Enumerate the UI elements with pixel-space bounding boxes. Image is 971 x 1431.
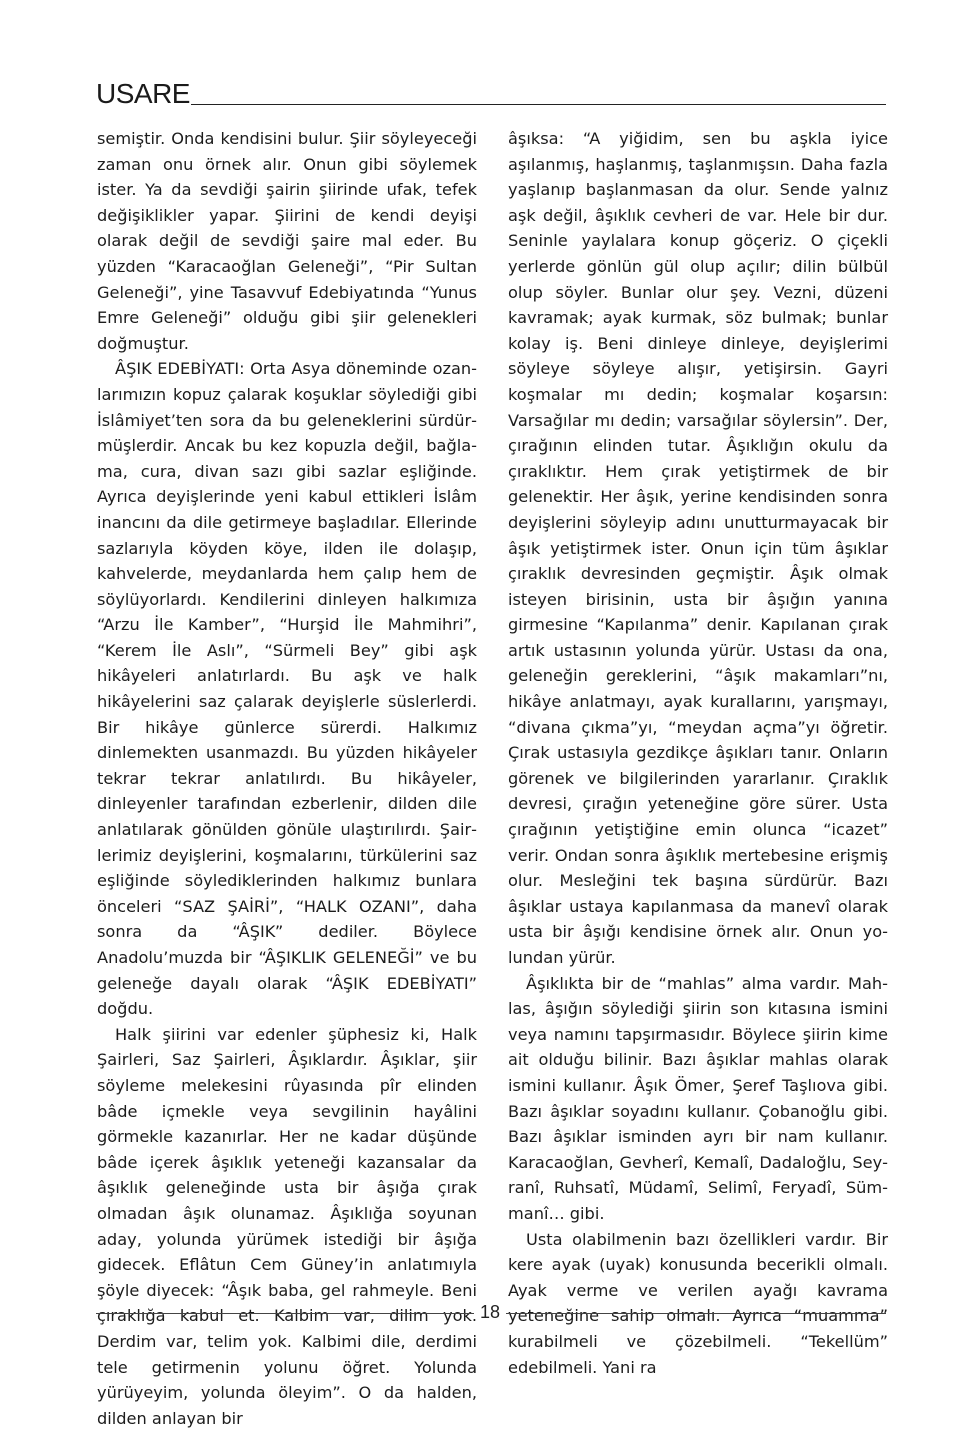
right-column: [508, 126, 888, 1380]
paragraph: ÂŞIK EDEBİYATI: Orta Asya döneminde ozanlarımızın kopuz çalarak koşuklar söylediği gibi İslâmiyet’ten sora da bu geleneklerini sürdürmüşlerdir. Ancak bu kez kopuzla değil, bağlama, cura, divan sazı gibi sazlar eşliğinde. Ayrıca deyişlerinde yeni kabul ettikleri İslâm inancını da dile getirmeye başladılar. Ellerinde sazlarıyla köyden köye, ilden ile dolaşıp, kahvelerde, meydanlarda hem çalıp hem de söylüyorlardı. Kendilerini dinleyen halkımıza “Arzu İle Kamber”, “Hurşid İle Mahmihri”, “Kerem İle Aslı”, “Sürmeli Bey” gibi aşk hikâyeleri anlatırlardı. Bu aşk ve halk hikâyelerini saz çalarak deyişlerle süslerlerdi. Bir hikâye günlerce sürerdi. Halkımız dinlemekten usanmazdı. Bu yüzden hikâyeler tekrar tekrar anlatılırdı. Bu hikâyeler, dinleyenler tarafından ezberlenir, dilden dile anlatılarak gönülden gönüle ulaştırılırdı. Şairlerimiz deyişlerini, koşmalarını, türkülerini saz eşliğinde söylediklerinden halkımız bunlara önceleri “SAZ ŞAİRİ”, “HALK OZANI”, daha sonra da “ÂŞIK” dediler. Böylece Anadolu’muzda bir “ÂŞIKLIK GELENEĞİ” ve bu geleneğe dayalı olarak “ÂŞIK EDEBİYATI” doğdu.: [97, 359, 477, 1019]
paragraph: Usta olabilmenin bazı özellikleri vardır. Bir kere ayak (uyak) konusunda becerikli olmalı. Ayak verme ve verilen ayağı kavrama yeteneğine sahip olmalı. Ayrıca “muamma” kurabilmeli ve çözebilmeli. “Tekellüm” edebilmeli. Yani ra: [508, 1229, 888, 1377]
page-header: [96, 78, 886, 110]
page-footer: [96, 1302, 886, 1326]
footer-rule-left: [96, 1313, 474, 1314]
left-column: [97, 126, 477, 1431]
footer-rule-right: [506, 1313, 886, 1314]
magazine-title: USARE: [96, 78, 190, 109]
header-rule: [191, 104, 886, 105]
paragraph: Âşıklıkta bir de “mahlas” alma vardır. Mahlas, âşığın söylediği şiirin son kıtasına ismini veya namını tapşırmasıdır. Böylece şiirin kime ait olduğu bilinir. Bazı âşıklar mahlas olarak ismini kullanır. Âşık Ömer, Şeref Taşlıova gibi. Bazı âşıklar soyadını kullanır. Çobanoğlu gibi. Bazı âşıklar isminden ayrı bir nam kullanır. Karacaoğlan, Gevherî, Kemalî, Dadaloğlu, Seyranî, Ruhsatî, Müdamî, Selimî, Feryadî, Sümmanî… gibi.: [508, 973, 888, 1223]
paragraph: âşıksa: “A yiğidim, sen bu aşkla iyice aşılanmış, haşlanmış, taşlanmışsın. Daha fazla yaşlanıp başlanmasan da olur. Sende yalnız aşk değil, âşıklık cevheri de var. Hele bir dur. Seninle yaylalara konup göçeriz. O çiçekli yerlerde gönlün gül olup açılır; dilin bülbül olup söyler. Bunlar olur şey. Vezni, düzeni kavramak; ayak kurmak, söz bulmak; bunlar kolay iş. Beni dinleye dinleye, deyişlerimi söyleye söyleye alışır, yetişirsin. Gayri koşmalar mı dedin; koşmalar koşarsın: Varsağılar mı dedin; varsağılar söylersin”. Der, çırağının elinden tutar. Âşıklığın okulu da çıraklıktır. Hem çırak yetiştirmek de bir gelenektir. Her âşık, yerine kendisinden sonra deyişlerini söyleyip adını unutturmayacak bir âşık yetiştirmek ister. Onun için tüm âşıklar çıraklık devresinden geçmiştir. Âşık olmak isteyen birisinin, usta bir âşığın yanına girmesine “Kapılanma” denir. Kapılanan çırak artık ustasının yolunda yürür. Ustası da ona, geleneğin gereklerini, “âşık makamları”nı, hikâye anlatmayı, ayak kurallarını, yarışmayı, “divana çıkma”yı, “meydan açma”yı öğretir. Çırak ustasıyla gezdikçe âşıkları tanır. Onların görenek ve bilgilerinden yararlanır. Çıraklık devresi, çırağın yeteneğine göre sürer. Usta çırağının yetiştiğine emin olunca “icazet” verir. Ondan sonra âşıklık mertebesine erişmiş olur. Mesleğini tek başına sürdürür. Bazı âşıklar ustaya kapılanmasa da manevî olarak usta bir âşığı kendisine örnek alır. Onun yolundan yürür.: [508, 129, 888, 967]
paragraph: semiştir. Onda kendisini bulur. Şiir söyleyeceği zaman onu örnek alır. Onun gibi söylemek ister. Ya da sevdiği şairin şiirinde ufak, tefek değişiklikler yapar. Şiirini de kendi deyişi olarak değil de sevdiği şaire mal eder. Bu yüzden “Karacaoğlan Geleneği”, “Pir Sultan Geleneği”, yine Tasavvuf Edebiyatında “Yunus Emre Geleneği” olduğu gibi şiir gelenekleri doğmuştur.: [97, 129, 477, 353]
page-number: 18: [479, 1302, 501, 1322]
paragraph: Halk şiirini var edenler şüphesiz ki, Halk Şairleri, Saz Şairleri, Âşıklardır. Âşıklar, şiir söyleme melekesini rûyasında pîr elinden bâde içmekle veya sevgilinin hayâlini görmekle kazanırlar. Her ne kadar düşünde bâde içerek âşıklık yeteneği kazansalar da âşıklık geleneğinde usta bir âşığa çırak olmadan âşık olunamaz. Âşıklığa soyunan aday, yolunda yürümek istediği bir âşığa gidecek. Eflâtun Cem Güney’in anlatımıyla şöyle diyecek: “Âşık baba, gel rahmeyle. Beni çıraklığa kabul et. Kalbim var, dilim yok. Derdim var, telim yok. Kalbimi dile, derdimi tele getirmenin yolunu öğret. Yolunda yürüyeyim, yolunda öleyim”. O da halden, dilden anlayan bir: [97, 1024, 477, 1428]
